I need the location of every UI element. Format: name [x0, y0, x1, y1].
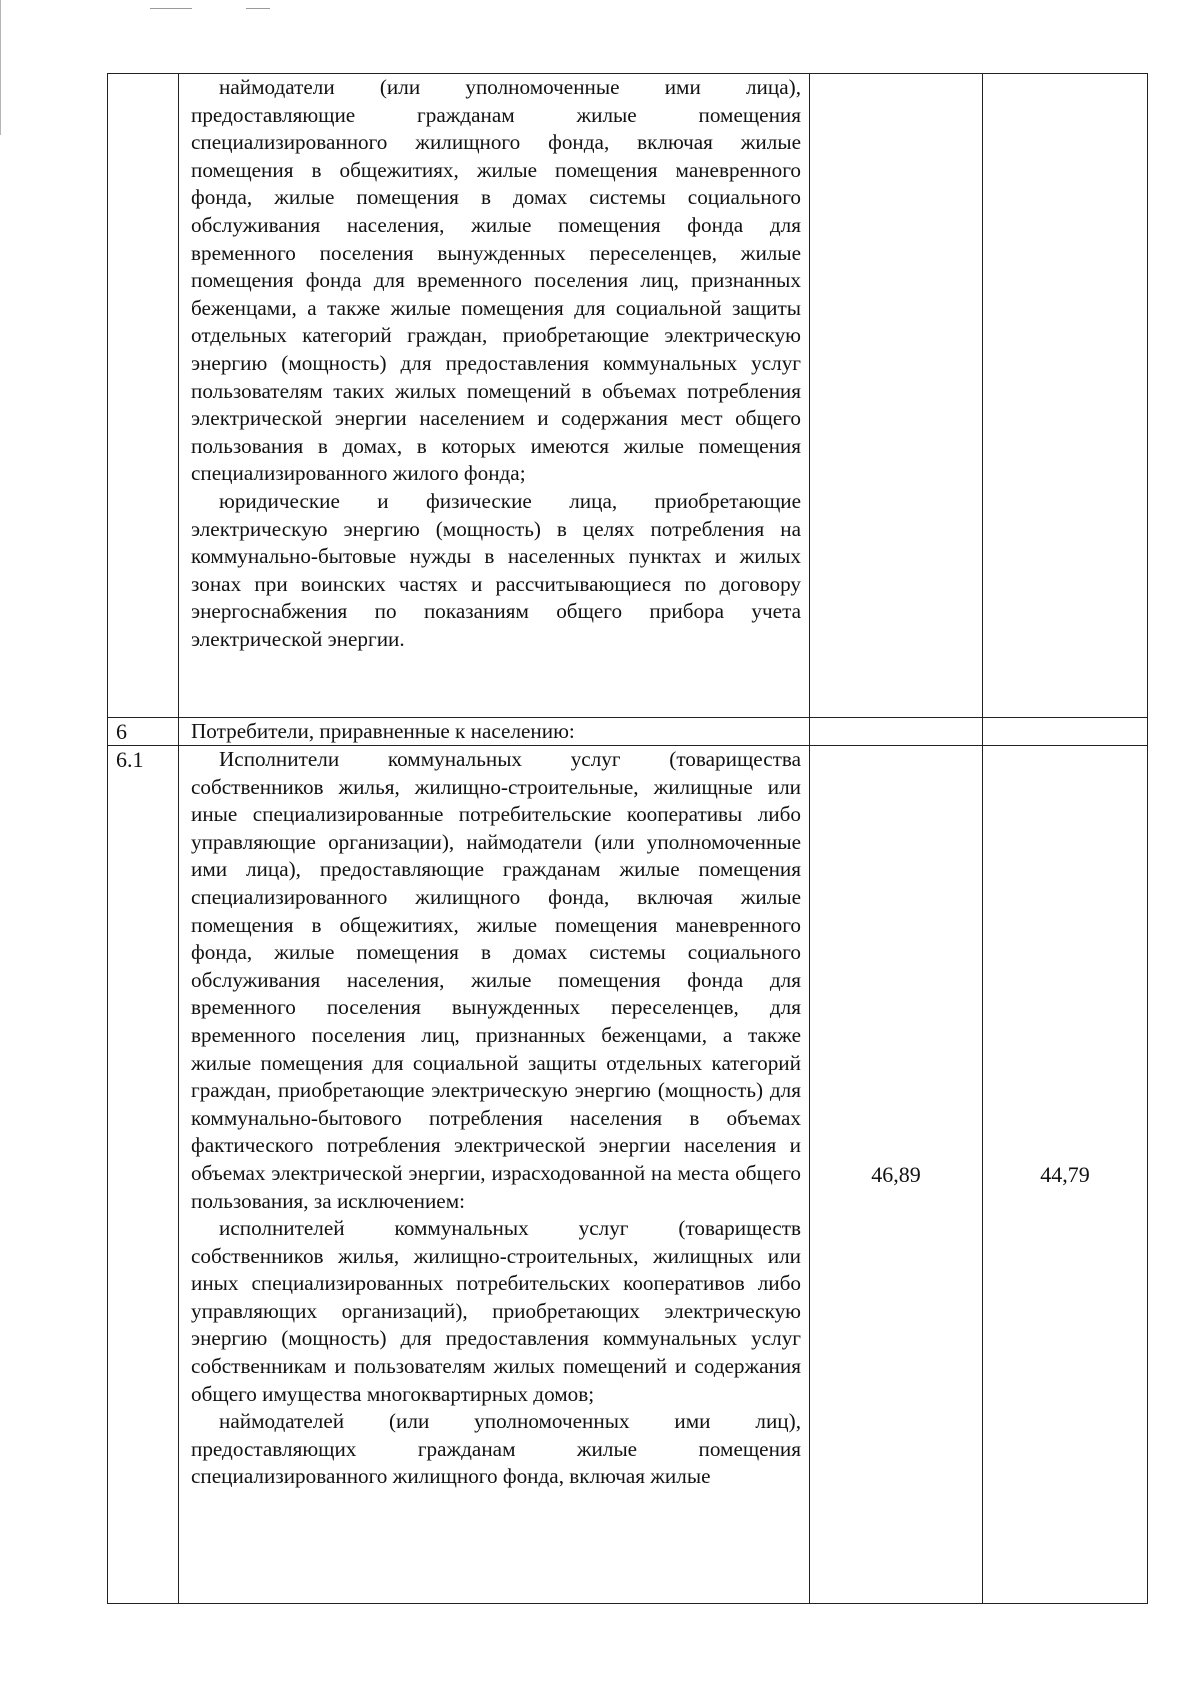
value-cell-1: [810, 74, 983, 718]
value-cell-2: [983, 74, 1148, 718]
table-row: [108, 718, 1148, 746]
value-cell-1: [810, 718, 983, 746]
row-number: 6.1: [108, 746, 179, 1604]
table-row: [108, 746, 1148, 1604]
paragraph: Потребители, приравненные к населению:: [191, 719, 575, 743]
table-row: [108, 74, 1148, 718]
value-cell-2: [983, 718, 1148, 746]
scan-artifact-line: [0, 0, 1, 135]
row-description: [179, 718, 810, 746]
scan-artifact-line: [246, 8, 270, 9]
row-number: 6: [108, 718, 179, 746]
paragraph: наймодатели (или уполномоченные ими лица), предоставляющие гражданам жилые помещения специализированного жилищного фонда, включая жилые помещения в общежитиях, жилые помещения маневренного фонда, жилые помещения в домах системы социального обслуживания населения, жилые помещения фонда для временного поселения вынужденных переселенцев, жилые помещения фонда для временного поселения лиц, признанных беженцами, а также жилые помещения для социальной защиты отдельных категорий граждан, приобретающие электрическую энергию (мощность) для предоставления коммунальных услуг пользователям таких жилых помещений в объемах потребления электрической энергии населением и содержания мест общего пользования в домах, в которых имеются жилые помещения специализированного жилого фонда;: [191, 75, 801, 486]
row-description: [179, 746, 810, 1604]
row-description: [179, 74, 810, 718]
tariff-table: [107, 73, 1148, 1604]
paragraph: юридические и физические лица, приобретающие электрическую энергию (мощность) в целях потребления на коммунально-бытовые нужды в населенных пунктах и жилых зонах при воинских частях и рассчитывающиеся по договору энергоснабжения по показаниям общего прибора учета электрической энергии.: [191, 488, 801, 651]
paragraph: Исполнители коммунальных услуг (товарищества собственников жилья, жилищно-строительные, жилищные или иные специализированные потребительские кооперативы либо управляющие организации), наймодатели (или уполномоченные ими лица), предоставляющие гражданам жилые помещения специализированного жилищного фонда, включая жилые помещения в общежитиях, жилые помещения маневренного фонда, жилые помещения в домах системы социального обслуживания населения, жилые помещения фонда для временного поселения вынужденных переселенцев, для временного поселения лиц, признанных беженцами, а также жилые помещения для социальной защиты отдельных категорий граждан, приобретающие электрическую энергию (мощность) для коммунально-бытового потребления населения в объемах фактического потребления электрической энергии населения и объемах электрической энергии, израсходованной на места общего пользования, за исключением:: [191, 747, 801, 1213]
value-cell-1: 46,89: [810, 746, 983, 1604]
paragraph: исполнителей коммунальных услуг (товариществ собственников жилья, жилищно-строительных, жилищных или иных специализированных потребительских кооперативов либо управляющих организаций), приобретающих электрическую энергию (мощность) для предоставления коммунальных услуг собственникам и пользователям жилых помещений и содержания общего имущества многоквартирных домов;: [191, 1216, 801, 1406]
paragraph: наймодателей (или уполномоченных ими лиц), предоставляющих гражданам жилые помещения специализированного жилищного фонда, включая жилые: [191, 1409, 801, 1489]
row-number: [108, 74, 179, 718]
value-cell-2: 44,79: [983, 746, 1148, 1604]
scan-artifact-line: [150, 8, 192, 9]
